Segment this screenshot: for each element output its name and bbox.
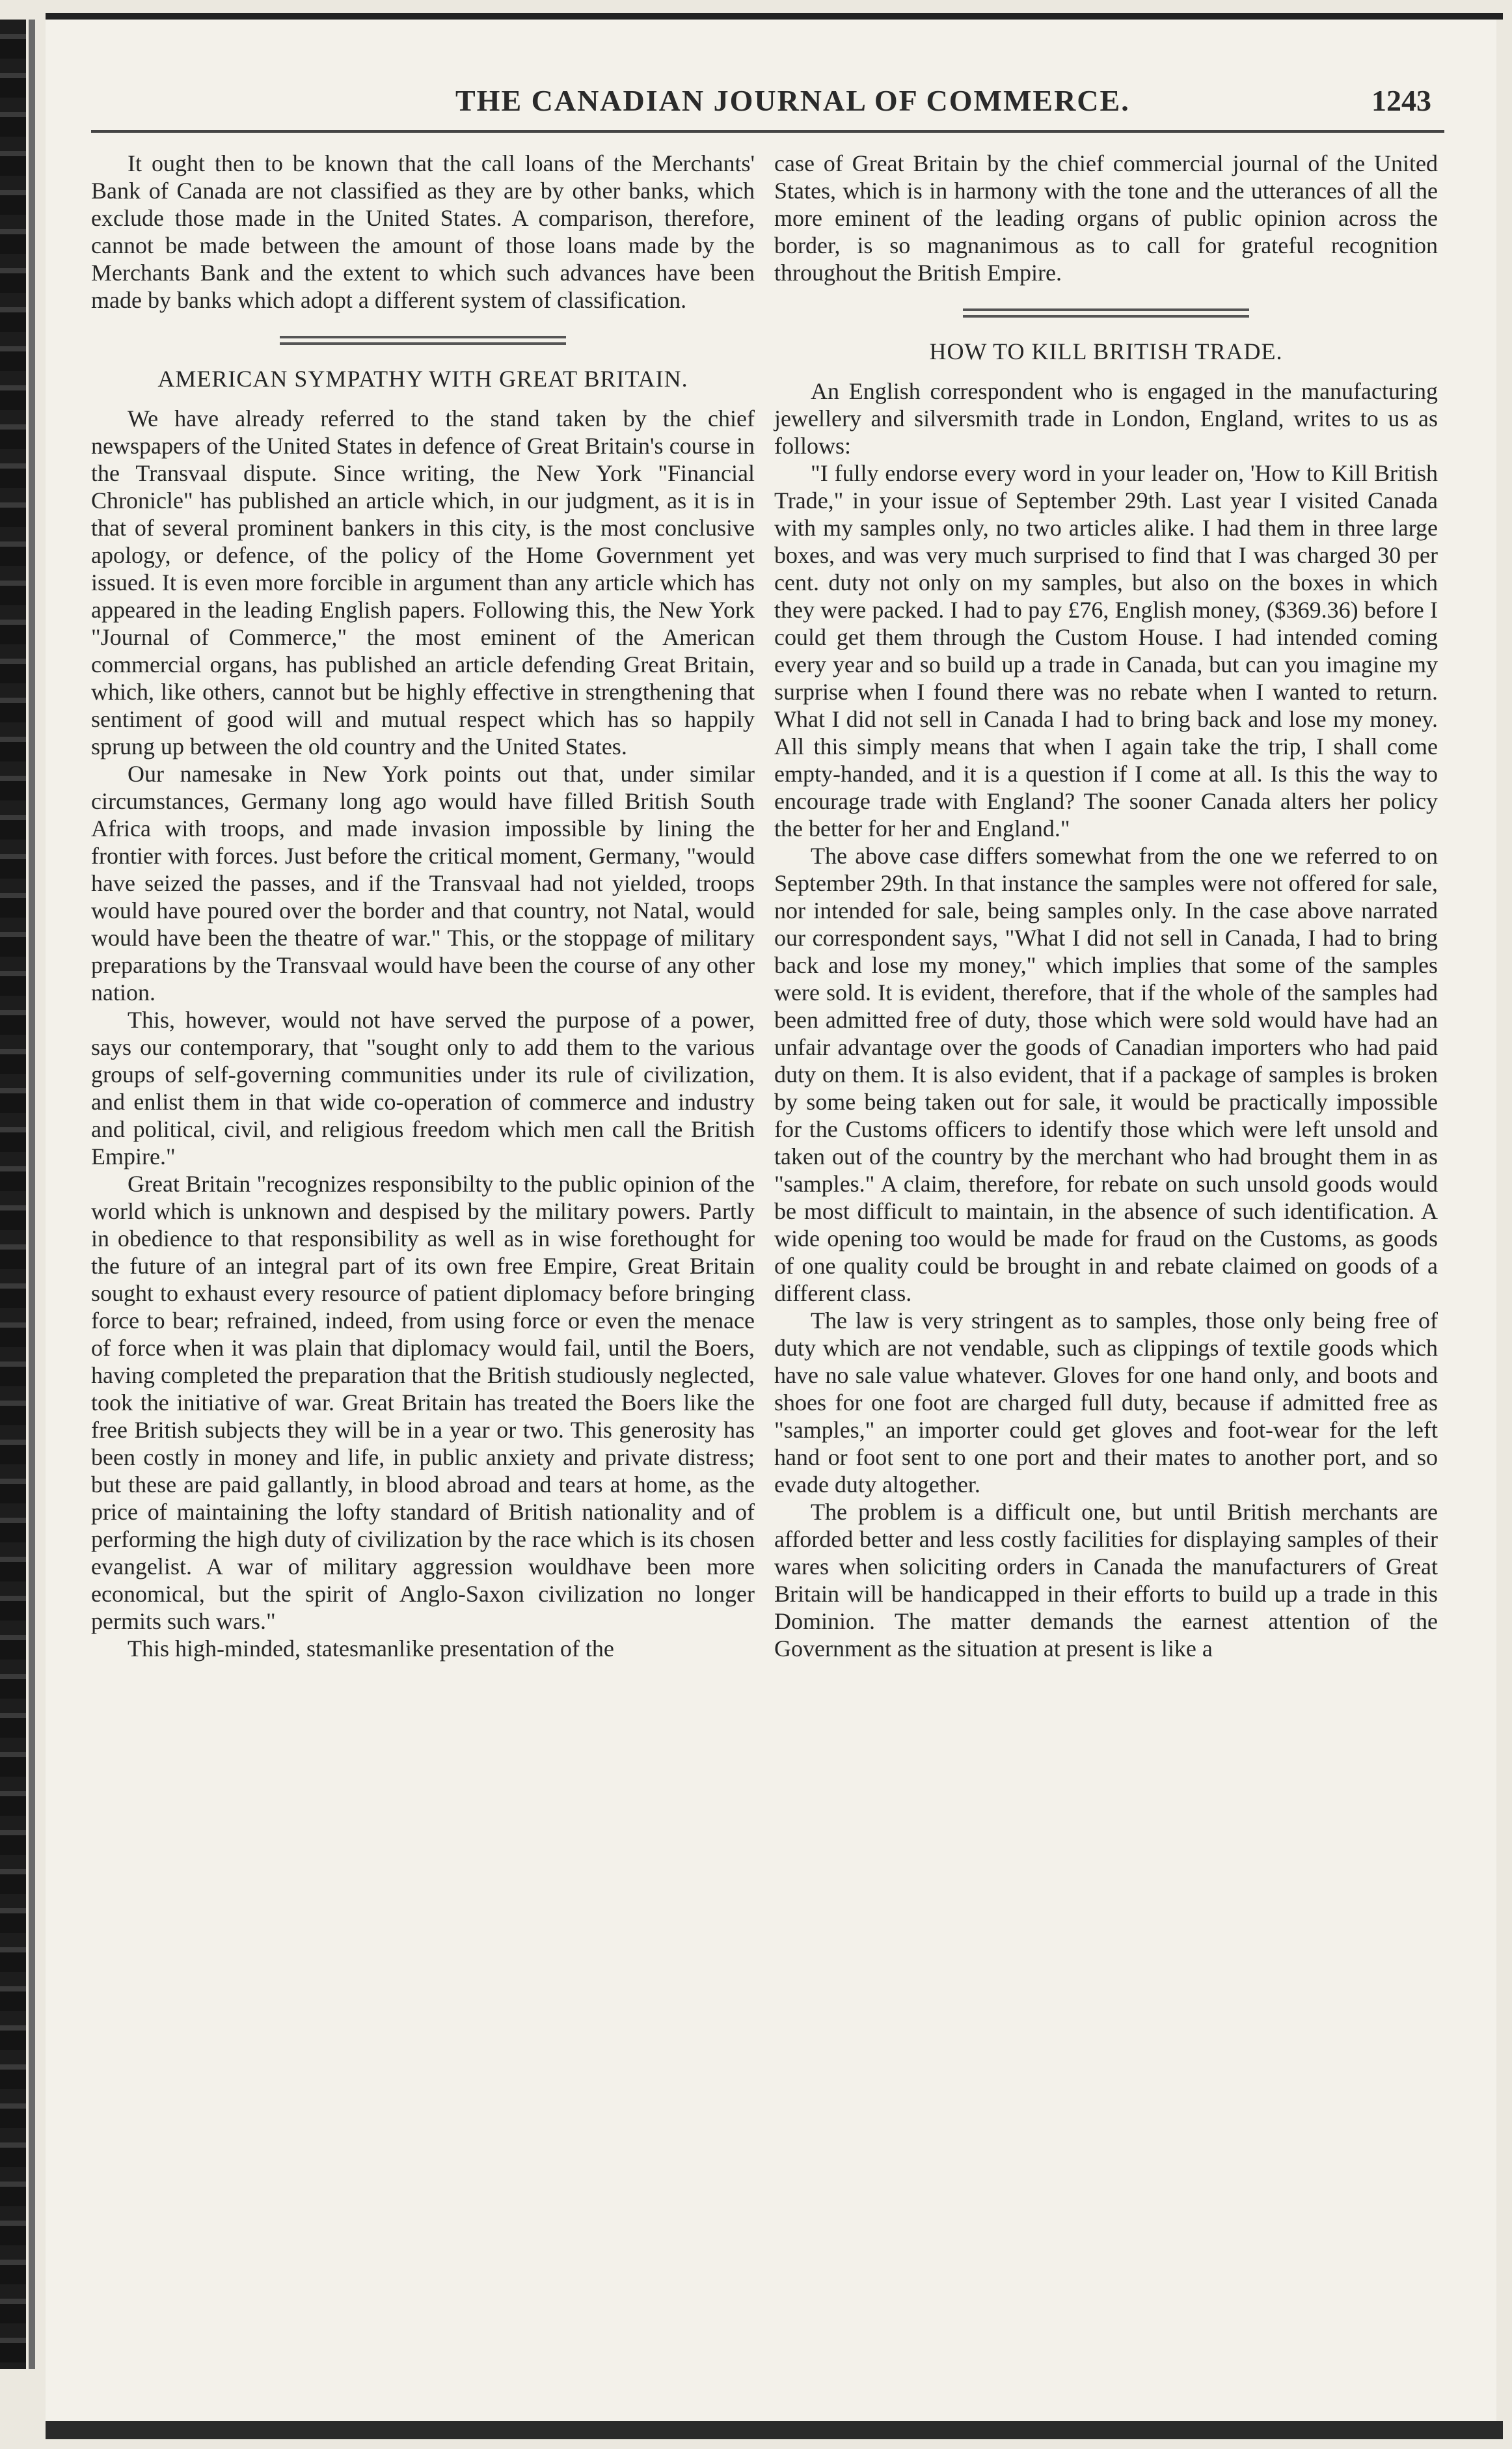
article-title-american-sympathy: AMERICAN SYMPATHY WITH GREAT BRITAIN.: [157, 366, 688, 392]
article-paragraph: An English correspondent who is engaged in the manufacturing jewellery and silversmith trade in London, England, writes to us as follows:: [774, 378, 1438, 459]
article-paragraph: "I fully endorse every word in your leader on, 'How to Kill British Trade," in your issue of September 29th. Last year I visited Canada with my samples only, no two articles alike. I had them in three large boxes, and was very much surprised to find that I was charged 30 per cent. duty not only on my samples, but also on the boxes in which they were packed. I had to pay £76, English money, ($369.36) before I could get them through the Custom House. I had intended coming every year and so build up a trade in Canada, but can you imagine my surprise when I found there was no rebate when I wanted to return. What I did not sell in Canada I had to bring back and lose my money. All this simply means that when I again take the trip, I shall come empty-handed, and it is a question if I come at all. Is this the way to encourage trade with England? The sooner Canada alters her policy the better for her and England.": [774, 460, 1438, 841]
article-paragraph: We have already referred to the stand taken by the chief newspapers of the United States in defence of Great Britain's course in the Transvaal dispute. Since writing, the New York "Financial Chronicle" has published an article which, in our judgment, as it is in that of several prominent bankers in this city, is the most conclusive apology, or defence, of the policy of the Home Government yet issued. It is even more forcible in argument than any article which has appeared in the leading English papers. Following this, the New York "Journal of Commerce," the most eminent of the American commercial organs, has published an article defending Great Britain, which, like others, cannot but be highly effective in strengthening that sentiment of good will and mutual respect which has so happily sprung up between the old country and the United States.: [91, 405, 755, 759]
section-divider: [774, 303, 1438, 323]
section-divider: [91, 331, 755, 350]
article-paragraph: The law is very stringent as to samples, those only being free of duty which are not vendable, such as clippings of textile goods which have no sale value whatever. Gloves for one hand only, and boots and shoes for one foot are charged full duty, because if admitted free as "samples," an importer could get gloves and foot-wear for the left hand or foot sent to one port and their mates to another port, and so evade duty altogether.: [774, 1307, 1438, 1498]
article-paragraph: Great Britain "recognizes responsibilty to the public opinion of the world which is unknown and despised by the military powers. Partly in obedience to that responsibility as well as in wise forethought for the future of an integral part of its own free Empire, Great Britain sought to exhaust every resource of patient diplomacy before bringing force to bear; refrained, indeed, from using force or even the menace of force when it was plain that diplomacy would fail, until the Boers, having completed the preparation that the British studiously neglected, took the initiative of war. Great Britain has treated the Boers like the free British subjects they will be in a year or two. This generosity has been costly in money and life, in public anxiety and private distress; but these are paid gallantly, in blood abroad and tears at home, as the price of maintaining the lofty standard of British nationality and of performing the high duty of civilization by the race which is its chosen evangelist. A war of military aggression wouldhave been more economical, but the spirit of Anglo-Saxon civilization no longer permits such wars.": [91, 1171, 755, 1634]
binding-edge-stripe: [29, 20, 35, 2369]
page-number: 1243: [1371, 84, 1431, 117]
left-column: [91, 150, 755, 1662]
article-paragraph: This, however, would not have served the purpose of a power, says our contemporary, that "sought only to add them to the various groups of self-governing communities under its rule of civilization, and enlist them in that wide co-operation of commerce and industry and political, civil, and religious freedom which men call the British Empire.": [91, 1007, 755, 1170]
page-header: [455, 83, 1431, 135]
running-title: THE CANADIAN JOURNAL OF COMMERCE.: [455, 84, 1130, 117]
top-border-rule: [46, 13, 1503, 20]
article-paragraph: The above case differs somewhat from the one we referred to on September 29th. In that instance the samples were not offered for sale, nor intended for sale, being samples only. In the case above narrated our correspondent says, "What I did not sell in Canada, I had to bring back and lose my money," which implies that some of the samples were sold. It is evident, therefore, that if the whole of the samples had been admitted free of duty, those which were sold would have had an unfair advantage over the goods of Canadian importers who had paid duty on them. It is also evident, that if a package of samples is broken by some being taken out for sale, it would be practically impossible for the Customs officers to identify those which were left unsold and taken out of the country by the merchant who had brought them in as "samples." A claim, therefore, for rebate on such unsold goods would be most difficult to maintain, in the absence of such identification. A wide opening too would be made for fraud on the Customs, as goods of one quality could be brought in and rebate claimed on goods of a different class.: [774, 843, 1438, 1306]
article-title-british-trade: HOW TO KILL BRITISH TRADE.: [929, 338, 1283, 364]
bottom-border-rule: [46, 2421, 1503, 2439]
article-paragraph: Our namesake in New York points out that, under similar circumstances, Germany long ago would have filled British South Africa with troops, and made invasion impossible by lining the frontier with forces. Just before the critical moment, Germany, "would have seized the passes, and if the Transvaal had not yielded, troops would have poured over the border and that country, not Natal, would would have been the theatre of war." This, or the stoppage of military preparations by the Transvaal would have been the course of any other nation.: [91, 761, 755, 1006]
continuation-paragraph: case of Great Britain by the chief commercial journal of the United States, which is in harmony with the tone and the utterances of all the more eminent of the leading organs of public opinion across the border, is so magnanimous as to call for grateful recognition throughout the British Empire.: [774, 150, 1438, 286]
intro-paragraph: It ought then to be known that the call loans of the Merchants' Bank of Canada are not classified as they are by other banks, which exclude those made in the United States. A comparison, therefore, cannot be made between the amount of those loans made by the Merchants Bank and the extent to which such advances have been made by banks which adopt a different system of classification.: [91, 150, 755, 313]
binding-edge-shadow: [0, 20, 26, 2369]
article-paragraph: The problem is a difficult one, but until British merchants are afforded better and less costly facilities for displaying samples of their wares when soliciting orders in Canada the manufacturers of Great Britain will be handicapped in their efforts to build up a trade in this Dominion. The matter demands the earnest attention of the Government as the situation at present is like a: [774, 1499, 1438, 1662]
header-rule: [91, 130, 1444, 133]
article-paragraph: This high-minded, statesmanlike presentation of the: [128, 1635, 614, 1662]
right-column: [774, 150, 1438, 1662]
